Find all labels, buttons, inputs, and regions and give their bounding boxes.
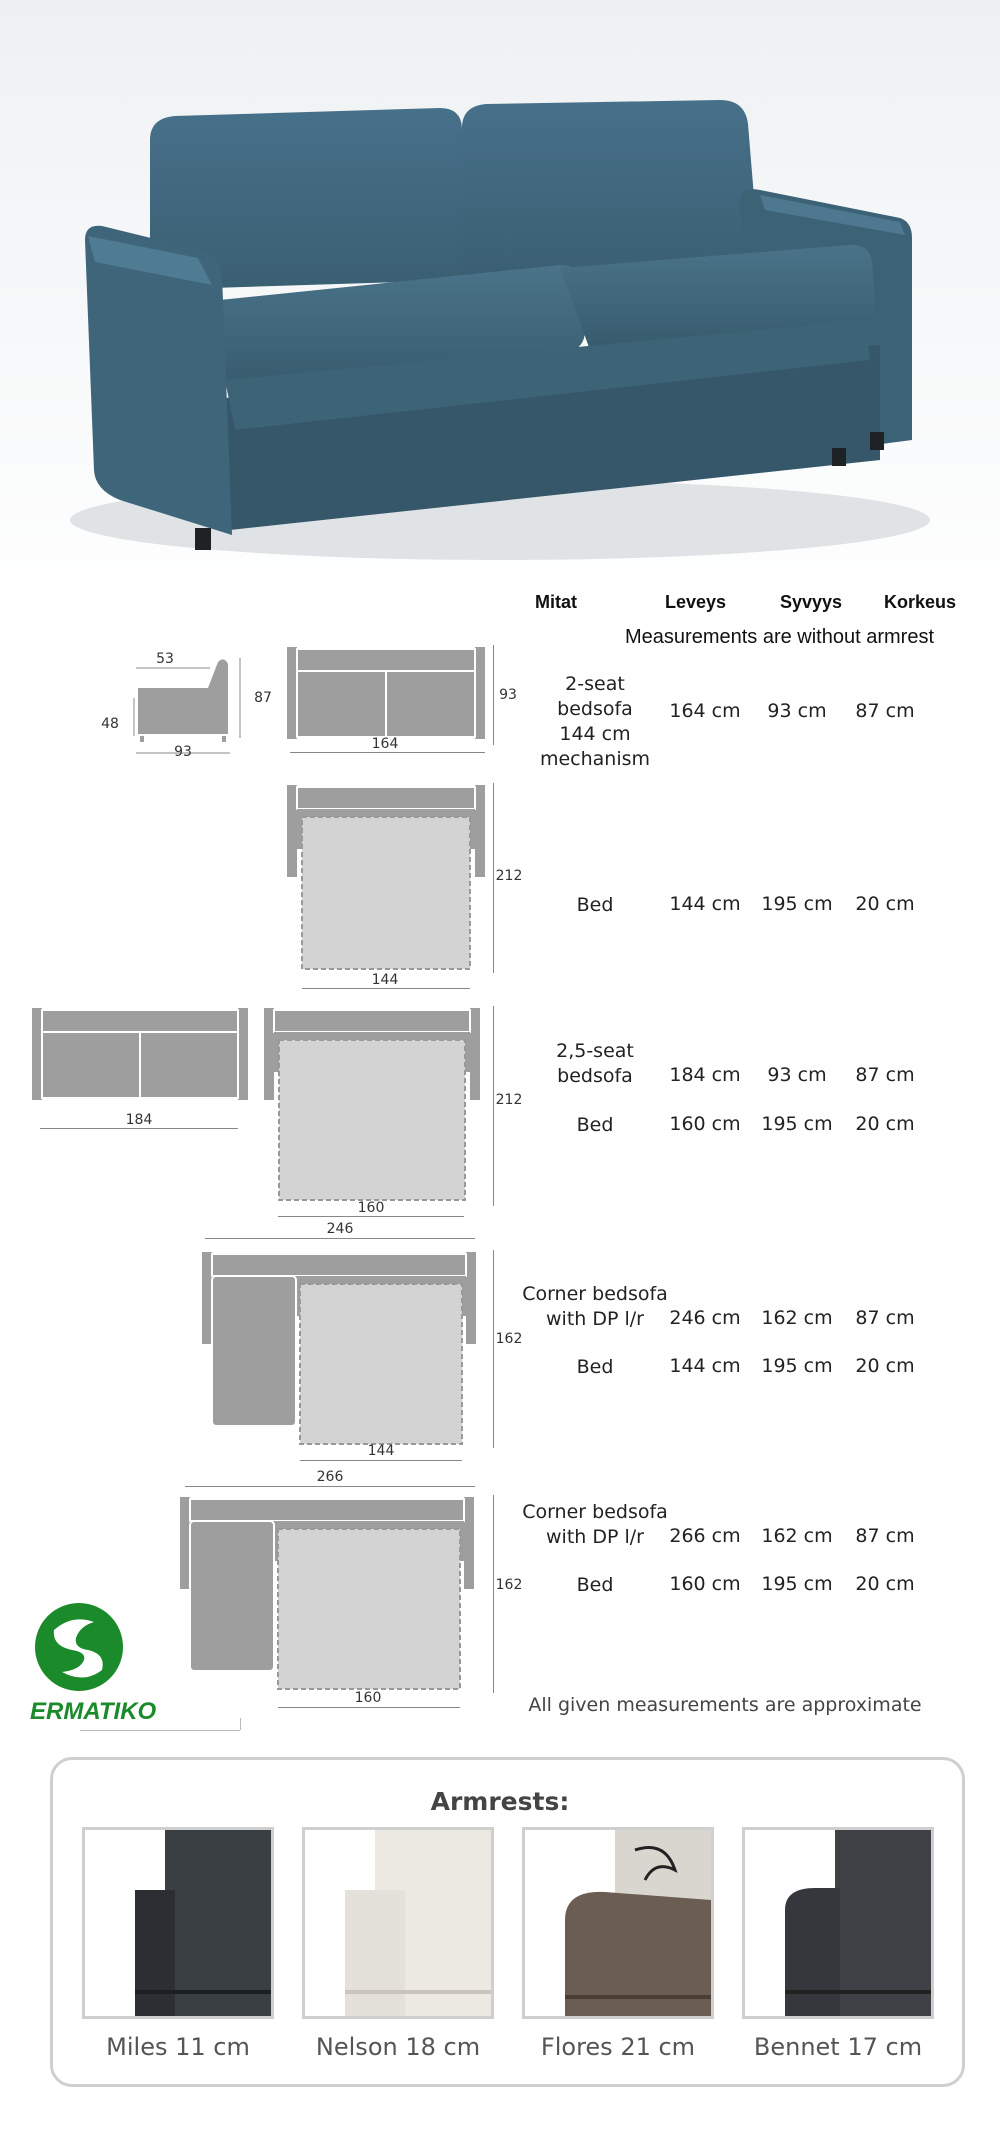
dim-d2-width: 144 — [371, 972, 399, 988]
approximate-note: All given measurements are approximate — [528, 1694, 922, 1716]
dim-d5-total: 266 — [316, 1469, 344, 1485]
row-width: 266 cm — [669, 1525, 741, 1547]
row-name-bed: Bed — [576, 1356, 614, 1378]
row-width: 144 cm — [669, 893, 741, 915]
header-syvyys: Syvyys — [780, 592, 843, 612]
row-depth: 93 cm — [767, 1064, 827, 1086]
row-width: 184 cm — [669, 1064, 741, 1086]
header-mitat: Mitat — [535, 592, 577, 612]
armrest-thumb-bennet — [742, 1827, 934, 2019]
row-name-bed: Bed — [576, 894, 614, 916]
measurement-note: Measurements are without armrest — [625, 626, 935, 648]
sofa-product-image — [0, 0, 1000, 630]
armrest-thumb-flores — [522, 1827, 714, 2019]
dim-d4-total: 246 — [326, 1221, 354, 1237]
dim-d1-width: 164 — [371, 736, 399, 752]
dim-d3-sofa-width: 184 — [125, 1112, 153, 1128]
dim-seat-depth: 53 — [156, 651, 174, 667]
row-depth: 162 cm — [761, 1307, 833, 1329]
row-width: 160 cm — [669, 1573, 741, 1595]
armrest-label-nelson: Nelson 18 cm — [315, 2033, 481, 2061]
row-width: 144 cm — [669, 1355, 741, 1377]
armrest-thumb-miles — [82, 1827, 274, 2019]
row-name-corner: Corner bedsofa with DP l/r — [522, 1283, 668, 1330]
logo-text: ERMATIKO — [30, 1698, 157, 1725]
row-height: 20 cm — [855, 1355, 915, 1377]
row-name-25seat: 2,5-seat bedsofa — [556, 1040, 634, 1087]
row-width: 246 cm — [669, 1307, 741, 1329]
dim-d3-bed-width: 160 — [357, 1200, 385, 1216]
ermatiko-logo-icon — [32, 1600, 127, 1695]
dim-d4-bed: 144 — [367, 1443, 395, 1459]
row-height: 87 cm — [855, 1064, 915, 1086]
row-height: 20 cm — [855, 1573, 915, 1595]
dim-seat-height: 48 — [101, 716, 119, 732]
armrest-thumb-nelson — [302, 1827, 494, 2019]
row-name-bed: Bed — [576, 1574, 614, 1596]
sofa-25seat-bed-diagram — [262, 1006, 482, 1206]
row-depth: 162 cm — [761, 1525, 833, 1547]
armrest-label-bennet: Bennet 17 cm — [753, 2033, 923, 2061]
dim-d3-depth: 212 — [495, 1092, 523, 1108]
row-height: 20 cm — [855, 1113, 915, 1135]
armrests-title: Armrests: — [430, 1787, 570, 1816]
row-depth: 195 cm — [761, 1573, 833, 1595]
dim-side-height: 87 — [254, 690, 272, 706]
dim-d5-depth: 162 — [495, 1577, 523, 1593]
row-depth: 195 cm — [761, 893, 833, 915]
corner-sofa-266-diagram — [178, 1495, 478, 1695]
dim-d2-depth: 212 — [495, 868, 523, 884]
row-width: 164 cm — [669, 700, 741, 722]
row-depth: 195 cm — [761, 1113, 833, 1135]
corner-sofa-246-diagram — [200, 1250, 480, 1450]
dim-d5-bed: 160 — [354, 1690, 382, 1706]
dim-d1-depth: 93 — [499, 687, 517, 703]
row-height: 20 cm — [855, 893, 915, 915]
dim-side-depth: 93 — [174, 744, 192, 760]
sofa-2seat-diagram — [285, 645, 490, 745]
row-height: 87 cm — [855, 700, 915, 722]
row-name-corner: Corner bedsofa with DP l/r — [522, 1501, 668, 1548]
armrest-label-miles: Miles 11 cm — [106, 2033, 250, 2061]
row-width: 160 cm — [669, 1113, 741, 1135]
header-leveys: Leveys — [665, 592, 727, 612]
row-depth: 93 cm — [767, 700, 827, 722]
sofa-2seat-bed-diagram — [285, 783, 490, 973]
dim-d4-depth: 162 — [495, 1331, 523, 1347]
row-depth: 195 cm — [761, 1355, 833, 1377]
sofa-25seat-diagram — [30, 1006, 250, 1106]
header-korkeus: Korkeus — [884, 592, 957, 612]
row-height: 87 cm — [855, 1525, 915, 1547]
armrest-label-flores: Flores 21 cm — [540, 2033, 696, 2061]
row-name-2seat: 2-seat bedsofa 144 cm mechanism — [539, 673, 651, 770]
row-name-bed: Bed — [576, 1114, 614, 1136]
row-height: 87 cm — [855, 1307, 915, 1329]
